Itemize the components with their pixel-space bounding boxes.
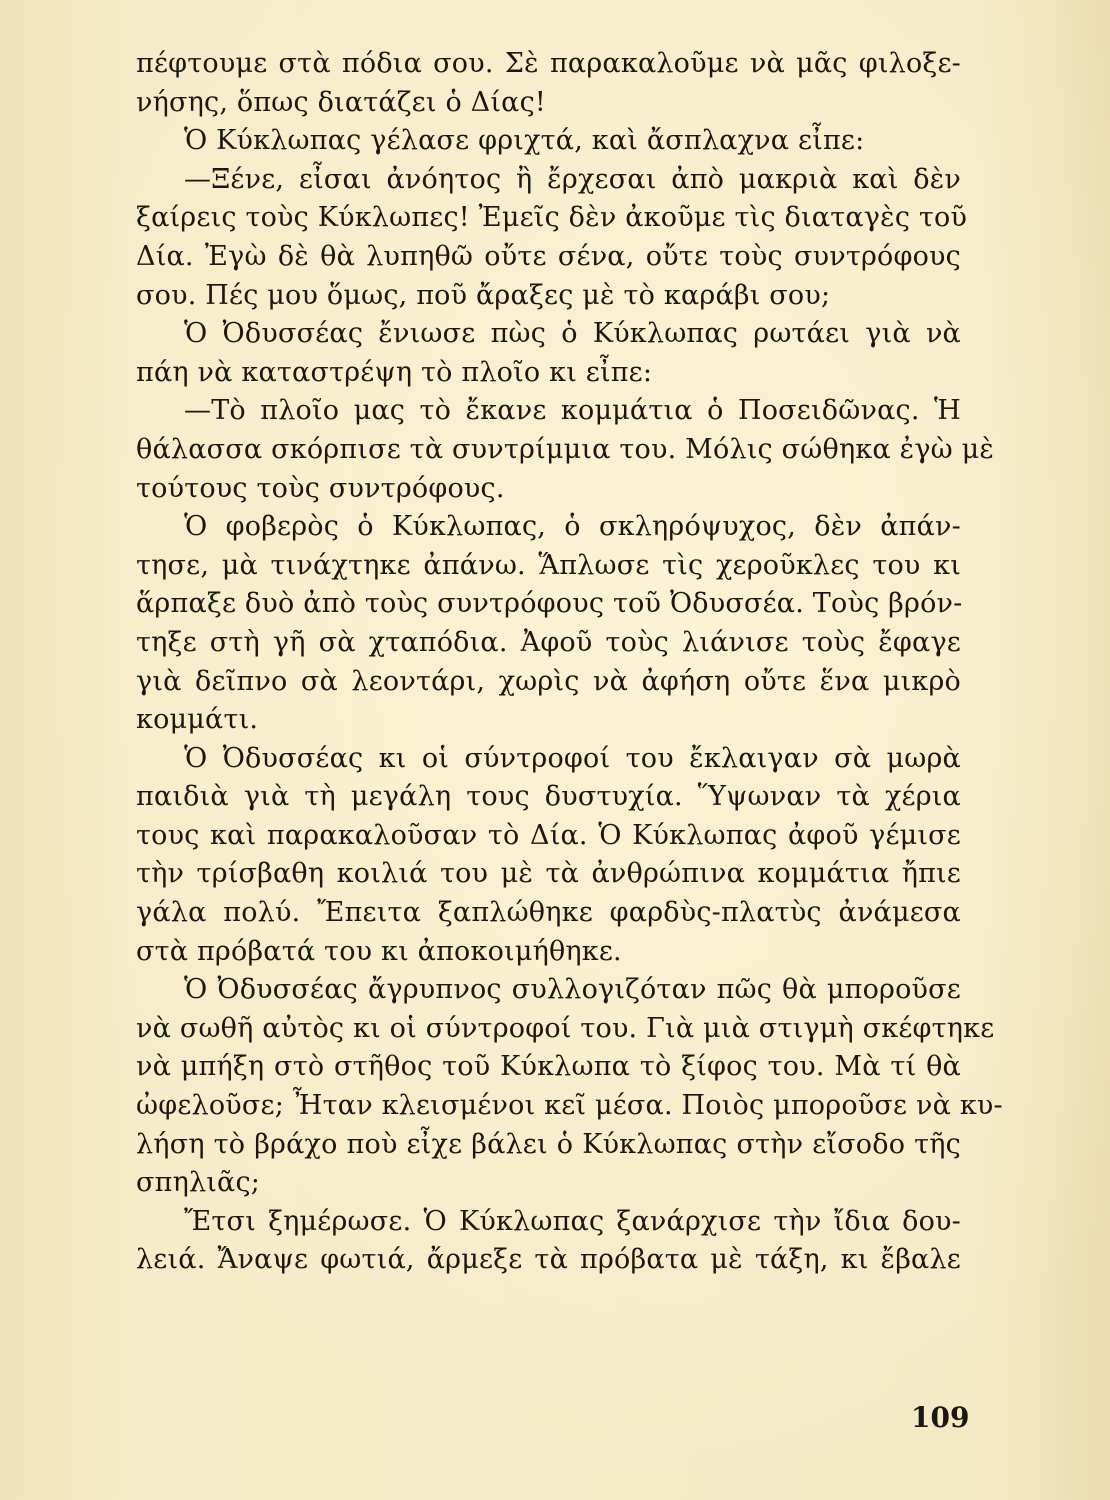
text-line: στὰ πρόβατά του κι ἀποκοιμήθηκε. bbox=[136, 935, 622, 967]
text-line: Ὁ Κύκλωπας γέλασε φριχτά, καὶ ἄσπλαχνα εἶπε: bbox=[184, 125, 865, 157]
text-line: νὰ μπήξη στὸ στῆθος τοῦ Κύκλωπα τὸ ξίφος του. Μὰ τί θὰ bbox=[136, 1051, 961, 1083]
text-line: τηξε στὴ γῆ σὰ χταπόδια. Ἀφοῦ τοὺς λιάνισε τοὺς ἔφαγε bbox=[136, 626, 961, 658]
text-line: Ὁ φοβερὸς ὁ Κύκλωπας, ὁ σκληρόψυχος, δὲν ἀπάν- bbox=[184, 511, 961, 543]
text-line: —Τὸ πλοῖο μας τὸ ἔκανε κομμάτια ὁ Ποσειδῶνας. Ἡ bbox=[184, 395, 961, 427]
text-line: Ἔτσι ξημέρωσε. Ὁ Κύκλωπας ξανάρχισε τὴν ἴδια δου- bbox=[184, 1205, 961, 1237]
text-line: ἅρπαξε δυὸ ἀπὸ τοὺς συντρόφους τοῦ Ὀδυσσέα. Τοὺς βρόν- bbox=[136, 588, 963, 620]
text-line: σπηλιᾶς; bbox=[136, 1167, 261, 1199]
text-line: πάη νὰ καταστρέψη τὸ πλοῖο κι εἶπε: bbox=[136, 356, 653, 388]
text-line: Δία. Ἐγὼ δὲ θὰ λυπηθῶ οὔτε σένα, οὔτε τοὺς συντρόφους bbox=[136, 240, 961, 272]
text-line: κομμάτι. bbox=[136, 704, 259, 736]
text-line: τησε, μὰ τινάχτηκε ἀπάνω. Ἅπλωσε τὶς χεροῦκλες του κι bbox=[136, 549, 961, 581]
text-line: Ὁ Ὀδυσσέας ἔνιωσε πὼς ὁ Κύκλωπας ρωτάει γιὰ νὰ bbox=[184, 318, 961, 350]
body-text bbox=[136, 45, 1003, 1280]
text-line: ὠφελοῦσε; Ἦταν κλεισμένοι κεῖ μέσα. Ποιὸς μποροῦσε νὰ κυ- bbox=[136, 1090, 1003, 1122]
page-number: 109 bbox=[911, 1401, 970, 1434]
text-line: τούτους τοὺς συντρόφους. bbox=[136, 472, 505, 504]
text-line: παιδιὰ γιὰ τὴ μεγάλη τους δυστυχία. Ὕψωναν τὰ χέρια bbox=[136, 781, 961, 813]
text-line: τὴν τρίσβαθη κοιλιά του μὲ τὰ ἀνθρώπινα κομμάτια ἤπιε bbox=[136, 858, 961, 890]
text-line: γιὰ δεῖπνο σὰ λεοντάρι, χωρὶς νὰ ἀφήση οὔτε ἕνα μικρὸ bbox=[136, 665, 961, 697]
text-line: θάλασσα σκόρπισε τὰ συντρίμμια του. Μόλις σώθηκα ἐγὼ μὲ bbox=[136, 433, 995, 465]
text-line: γάλα πολύ. Ἔπειτα ξαπλώθηκε φαρδὺς-πλατὺς ἀνάμεσα bbox=[136, 897, 961, 929]
text-line: νὰ σωθῆ αὐτὸς κι οἱ σύντροφοί του. Γιὰ μιὰ στιγμὴ σκέφτηκε bbox=[136, 1012, 995, 1044]
text-line: ξαίρεις τοὺς Κύκλωπες! Ἐμεῖς δὲν ἀκοῦμε τὶς διαταγὲς τοῦ bbox=[136, 202, 968, 234]
text-line: Ὁ Ὀδυσσέας ἄγρυπνος συλλογιζόταν πῶς θὰ μποροῦσε bbox=[184, 974, 961, 1006]
text-line: λήση τὸ βράχο ποὺ εἶχε βάλει ὁ Κύκλωπας στὴν εἴσοδο τῆς bbox=[136, 1128, 961, 1160]
text-line: νήσης, ὅπως διατάζει ὁ Δίας! bbox=[136, 86, 546, 118]
text-line: πέφτουμε στὰ πόδια σου. Σὲ παρακαλοῦμε νὰ μᾶς φιλοξε- bbox=[136, 48, 961, 79]
text-line: λειά. Ἄναψε φωτιά, ἄρμεξε τὰ πρόβατα μὲ τάξη, κι ἔβαλε bbox=[136, 1244, 961, 1276]
text-line: Ὁ Ὀδυσσέας κι οἱ σύντροφοί του ἔκλαιγαν σὰ μωρὰ bbox=[184, 742, 961, 774]
text-line: —Ξένε, εἶσαι ἀνόητος ἢ ἔρχεσαι ἀπὸ μακριὰ καὶ δὲν bbox=[184, 163, 961, 195]
text-line: τους καὶ παρακαλοῦσαν τὸ Δία. Ὁ Κύκλωπας ἀφοῦ γέμισε bbox=[136, 819, 961, 851]
text-line: σου. Πές μου ὅμως, ποῦ ἄραξες μὲ τὸ καράβι σου; bbox=[136, 279, 831, 311]
